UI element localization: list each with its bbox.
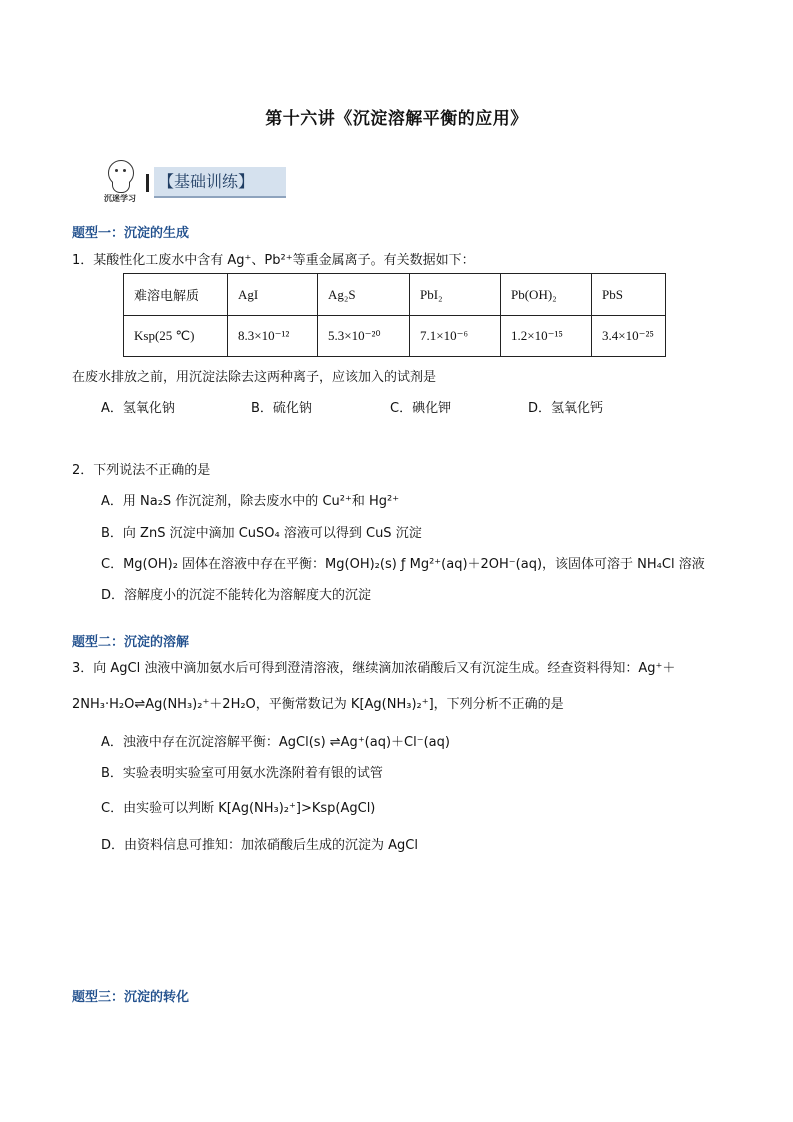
mascot-logo [100, 160, 140, 206]
ksp-table [123, 273, 666, 357]
table-cell: PbS [592, 274, 666, 316]
section-heading-1: 题型一：沉淀的生成 [72, 226, 190, 241]
table-cell: 5.3×10⁻²⁰ [318, 316, 410, 357]
table-cell: 1.2×10⁻¹⁵ [501, 316, 592, 357]
table-header-row [124, 274, 666, 316]
option-a[interactable]: A．用 Na₂S 作沉淀剂，除去废水中的 Cu²⁺和 Hg²⁺ [101, 494, 400, 509]
divider-bar [146, 174, 149, 192]
table-cell: AgI [228, 274, 318, 316]
section-heading-3: 题型三：沉淀的转化 [72, 990, 190, 1005]
option-a[interactable]: A．氢氧化钠 [101, 401, 175, 416]
table-cell: 难溶电解质 [124, 274, 228, 316]
table-cell: 7.1×10⁻⁶ [410, 316, 501, 357]
option-b[interactable]: B．向 ZnS 沉淀中滴加 CuSO₄ 溶液可以得到 CuS 沉淀 [101, 526, 422, 541]
table-cell: 8.3×10⁻¹² [228, 316, 318, 357]
table-row [124, 316, 666, 357]
question-1-follow: 在废水排放之前，用沉淀法除去这两种离子，应该加入的试剂是 [72, 370, 437, 385]
question-2-stem: 2．下列说法不正确的是 [72, 463, 211, 478]
question-1-stem: 1．某酸性化工废水中含有 Ag⁺、Pb²⁺等重金属离子。有关数据如下： [72, 253, 475, 268]
section-banner: 【基础训练】 [154, 167, 286, 198]
option-d[interactable]: D．氢氧化钙 [528, 401, 604, 416]
table-cell: 3.4×10⁻²⁵ [592, 316, 666, 357]
question-3-stem-line2: 2NH₃·H₂O⇌Ag(NH₃)₂⁺＋2H₂O，平衡常数记为 K[Ag(NH₃)₂⁺]，下列分析不正确的是 [72, 697, 564, 712]
table-cell: Ksp(25 ℃) [124, 316, 228, 357]
option-a[interactable]: A．浊液中存在沉淀溶解平衡：AgCl(s) ⇌Ag⁺(aq)＋Cl⁻(aq) [101, 735, 450, 750]
option-b[interactable]: B．硫化钠 [251, 401, 312, 416]
mascot-body-icon [112, 182, 130, 193]
logo-text: 沉迷学习 [104, 194, 136, 203]
question-3-stem-line1: 3．向 AgCl 浊液中滴加氨水后可得到澄清溶液，继续滴加浓硝酸后又有沉淀生成。经查资料得知：Ag⁺＋ [72, 661, 676, 676]
option-b[interactable]: B．实验表明实验室可用氨水洗涤附着有银的试管 [101, 766, 383, 781]
option-c[interactable]: C．碘化钾 [390, 401, 452, 416]
option-d[interactable]: D．溶解度小的沉淀不能转化为溶解度大的沉淀 [101, 588, 372, 603]
section-heading-2: 题型二：沉淀的溶解 [72, 635, 190, 650]
option-c[interactable]: C．Mg(OH)₂ 固体在溶液中存在平衡：Mg(OH)₂(s) ƒ Mg²⁺(aq)＋2OH⁻(aq)，该固体可溶于 NH₄Cl 溶液 [101, 557, 705, 572]
page-title: 第十六讲《沉淀溶解平衡的应用》 [265, 109, 528, 129]
option-c[interactable]: C．由实验可以判断 K[Ag(NH₃)₂⁺]>Ksp(AgCl) [101, 801, 376, 816]
table-cell: Pb(OH)₂ [501, 274, 592, 316]
option-d[interactable]: D．由资料信息可推知：加浓硝酸后生成的沉淀为 AgCl [101, 838, 418, 853]
table-cell: Ag₂S [318, 274, 410, 316]
table-cell: PbI₂ [410, 274, 501, 316]
